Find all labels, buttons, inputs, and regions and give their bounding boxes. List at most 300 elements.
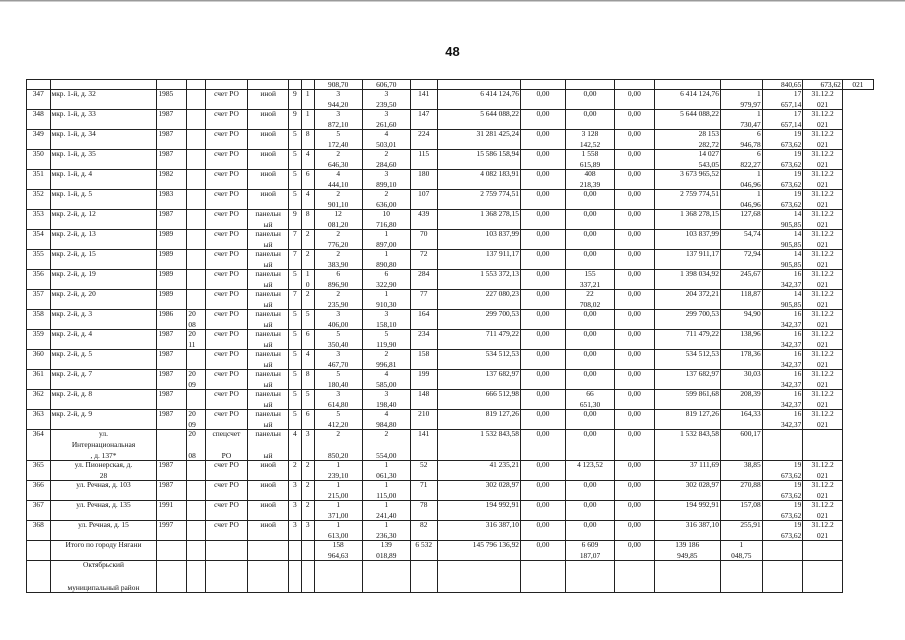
cell: 16 342,37 <box>762 330 803 350</box>
cell: 77 <box>410 290 437 310</box>
section-row <box>27 561 874 593</box>
cell <box>654 561 720 593</box>
cell: 30,03 <box>720 370 762 390</box>
cell: 0,00 <box>565 250 614 270</box>
cell: 16 342,37 <box>762 370 803 390</box>
cell <box>301 561 314 593</box>
cell: мкр. 2-й, д. 20 <box>50 290 157 310</box>
cell: 19 673,62 <box>762 461 803 481</box>
cell: 0,00 <box>615 170 655 190</box>
cell: 2 996,81 <box>362 350 410 370</box>
cell: 1 371,00 <box>314 501 362 521</box>
cell: 368 <box>27 521 51 541</box>
cell: 357 <box>27 290 51 310</box>
table-row <box>27 90 874 110</box>
cell: 255,91 <box>720 521 762 541</box>
cell: 31.12.2 021 <box>803 210 843 230</box>
cell: 1 048,75 <box>720 541 762 561</box>
cell: 19 673,62 <box>762 481 803 501</box>
cell: 199 <box>410 370 437 390</box>
cell: 1 368 278,15 <box>437 210 520 230</box>
cell: 1 532 843,58 <box>654 430 720 461</box>
cell: 6 <box>301 410 314 430</box>
cell: счет РО <box>205 461 248 481</box>
cell: 178,36 <box>720 350 762 370</box>
cell: 7 <box>288 250 301 270</box>
cell: 1 613,00 <box>314 521 362 541</box>
cell <box>27 561 51 593</box>
table-row <box>27 250 874 270</box>
cell <box>187 210 205 230</box>
cell: 4 984,80 <box>362 410 410 430</box>
cell <box>187 461 205 481</box>
cell: мкр. 1-й, д. 33 <box>50 110 157 130</box>
cell: 2 383,90 <box>314 250 362 270</box>
table-row <box>27 230 874 250</box>
cell: 3 872,10 <box>314 110 362 130</box>
cell: ул. Интернациональная , д. 137* <box>50 430 157 461</box>
cell: 14 905,85 <box>762 210 803 230</box>
cell: 606,70 <box>362 80 410 90</box>
cell: 1983 <box>157 190 187 210</box>
cell: 31.12.2 021 <box>803 150 843 170</box>
cell: 3 467,70 <box>314 350 362 370</box>
cell: 0,00 <box>565 370 614 390</box>
cell: 82 <box>410 521 437 541</box>
cell: 2 901,10 <box>314 190 362 210</box>
table-row <box>27 410 874 430</box>
cell: панельн ый <box>248 290 289 310</box>
cell: 1 558 615,89 <box>565 150 614 170</box>
cell: 12 081,20 <box>314 210 362 230</box>
cell: 364 <box>27 430 51 461</box>
cell: 1 <box>301 90 314 110</box>
cell: иной <box>248 461 289 481</box>
table-row <box>27 110 874 130</box>
cell: 204 372,21 <box>654 290 720 310</box>
cell: 439 <box>410 210 437 230</box>
cell: 0,00 <box>521 90 566 110</box>
cell: 3 614,80 <box>314 390 362 410</box>
cell: 3 <box>301 430 314 461</box>
cell: 6 <box>301 330 314 350</box>
cell: иной <box>248 150 289 170</box>
cell: 0,00 <box>521 290 566 310</box>
cell: 118,87 <box>720 290 762 310</box>
cell: 17 657,14 <box>762 110 803 130</box>
cell: 302 028,97 <box>654 481 720 501</box>
table-row <box>27 430 874 461</box>
cell: 0,00 <box>521 310 566 330</box>
cell: счет РО <box>205 210 248 230</box>
cell: 2 <box>288 461 301 481</box>
cell: 31.12.2 021 <box>803 130 843 150</box>
cell: 1 215,00 <box>314 481 362 501</box>
cell <box>187 501 205 521</box>
cell: 6 532 <box>410 541 437 561</box>
cell: ул. Речная, д. 135 <box>50 501 157 521</box>
cell: 0,00 <box>521 210 566 230</box>
cell: 6 896,90 <box>314 270 362 290</box>
cell: 0,00 <box>521 250 566 270</box>
table-row <box>27 310 874 330</box>
cell: 0,00 <box>521 461 566 481</box>
cell: ул. Пионерская, д. 28 <box>50 461 157 481</box>
cell: 5 <box>288 370 301 390</box>
cell: 0,00 <box>521 190 566 210</box>
cell: иной <box>248 521 289 541</box>
table-row <box>27 290 874 310</box>
cell: 38,85 <box>720 461 762 481</box>
cell <box>187 350 205 370</box>
cell: 155 337,21 <box>565 270 614 290</box>
cell: 0,00 <box>615 521 655 541</box>
table-row <box>27 330 874 350</box>
table-row <box>27 350 874 370</box>
cell: 5 <box>288 390 301 410</box>
cell: 316 387,10 <box>654 521 720 541</box>
cell: 5 644 088,22 <box>437 110 520 130</box>
cell: 349 <box>27 130 51 150</box>
cell: 66 651,30 <box>565 390 614 410</box>
cell <box>187 170 205 190</box>
cell: 0,00 <box>521 501 566 521</box>
cell: 7 <box>288 290 301 310</box>
cell: 5 <box>288 350 301 370</box>
cell: 1 115,00 <box>362 481 410 501</box>
cell: 31.12.2 021 <box>803 330 843 350</box>
cell: 20 11 <box>187 330 205 350</box>
cell: 1989 <box>157 230 187 250</box>
cell: 4 <box>301 150 314 170</box>
cell: иной <box>248 190 289 210</box>
cell: 6 414 124,76 <box>437 90 520 110</box>
cell: 0,00 <box>615 210 655 230</box>
cell <box>248 561 289 593</box>
cell: 1989 <box>157 250 187 270</box>
cell <box>762 561 803 593</box>
cell: 103 837,99 <box>654 230 720 250</box>
cell: счет РО <box>205 521 248 541</box>
cell: 0,00 <box>615 350 655 370</box>
cell: 0,00 <box>521 170 566 190</box>
cell: 17 657,14 <box>762 90 803 110</box>
cell: 137 911,17 <box>654 250 720 270</box>
cell: 19 673,62 <box>762 190 803 210</box>
cell <box>157 561 187 593</box>
cell: мкр. 2-й, д. 19 <box>50 270 157 290</box>
cell: 0,00 <box>565 330 614 350</box>
cell: 1 398 034,92 <box>654 270 720 290</box>
cell: 0,00 <box>521 150 566 170</box>
cell: мкр. 2-й, д. 12 <box>50 210 157 230</box>
cell <box>565 561 614 593</box>
cell: иной <box>248 481 289 501</box>
cell: 0,00 <box>615 370 655 390</box>
cell: 1987 <box>157 370 187 390</box>
table-row <box>27 501 874 521</box>
cell: 5 180,40 <box>314 370 362 390</box>
cell <box>187 290 205 310</box>
cell <box>187 481 205 501</box>
cell <box>187 130 205 150</box>
cell <box>157 430 187 461</box>
cell: 5 <box>288 150 301 170</box>
cell: 2 <box>301 461 314 481</box>
cell: 4 <box>288 430 301 461</box>
cell: 1989 <box>157 290 187 310</box>
cell: 0,00 <box>565 521 614 541</box>
cell: 1 730,47 <box>720 110 762 130</box>
cell <box>314 561 362 593</box>
cell: 22 708,02 <box>565 290 614 310</box>
cell: 299 700,53 <box>654 310 720 330</box>
cell: счет РО <box>205 370 248 390</box>
table-row <box>27 270 874 290</box>
cell: 194 992,91 <box>437 501 520 521</box>
cell: 2 <box>301 250 314 270</box>
cell: счет РО <box>205 150 248 170</box>
cell: 2 235,90 <box>314 290 362 310</box>
cell: 20 09 <box>187 370 205 390</box>
cell: 0,00 <box>615 390 655 410</box>
cell: 1987 <box>157 330 187 350</box>
cell: 7 <box>288 230 301 250</box>
cell: мкр. 1-й, д. 32 <box>50 90 157 110</box>
cell: 3 <box>301 521 314 541</box>
cell: 6 414 124,76 <box>654 90 720 110</box>
cell: счет РО <box>205 481 248 501</box>
cell: панельн ый <box>248 370 289 390</box>
cell <box>187 230 205 250</box>
cell: 1 910,30 <box>362 290 410 310</box>
cell: 137 911,17 <box>437 250 520 270</box>
cell: иной <box>248 501 289 521</box>
table-row-continuation <box>27 80 874 90</box>
cell: 0,00 <box>615 230 655 250</box>
cell: 367 <box>27 501 51 521</box>
cell: 15 586 158,94 <box>437 150 520 170</box>
cell: 31.12.2 021 <box>803 501 843 521</box>
cell <box>803 430 843 461</box>
cell: 31.12.2 021 <box>803 481 843 501</box>
cell: 20 09 <box>187 410 205 430</box>
cell: счет РО <box>205 230 248 250</box>
cell: 3 944,20 <box>314 90 362 110</box>
cell: 1989 <box>157 270 187 290</box>
cell: 139 186 949,85 <box>654 541 720 561</box>
cell: 1987 <box>157 130 187 150</box>
cell: 0,00 <box>521 130 566 150</box>
cell: 1987 <box>157 210 187 230</box>
cell: 021 <box>842 80 873 90</box>
cell <box>248 541 289 561</box>
cell: 14 905,85 <box>762 290 803 310</box>
cell <box>157 541 187 561</box>
cell: 355 <box>27 250 51 270</box>
cell: мкр. 1-й, д. 34 <box>50 130 157 150</box>
cell: 5 <box>301 310 314 330</box>
cell: 37 111,69 <box>654 461 720 481</box>
cell: 6 946,78 <box>720 130 762 150</box>
cell: 0,00 <box>565 210 614 230</box>
cell: 3 <box>288 501 301 521</box>
cell: счет РО <box>205 270 248 290</box>
cell: 0,00 <box>615 250 655 270</box>
cell: 31.12.2 021 <box>803 110 843 130</box>
cell: 1987 <box>157 150 187 170</box>
cell: 5 <box>288 130 301 150</box>
cell: 0,00 <box>521 430 566 461</box>
cell: 1 368 278,15 <box>654 210 720 230</box>
cell: 16 342,37 <box>762 270 803 290</box>
cell: 31 281 425,24 <box>437 130 520 150</box>
cell: 5 <box>288 190 301 210</box>
cell: 20 08 <box>187 430 205 461</box>
cell: 141 <box>410 90 437 110</box>
cell: иной <box>248 170 289 190</box>
cell: панельн ый <box>248 330 289 350</box>
cell: панельн ый <box>248 390 289 410</box>
table-body <box>27 80 874 593</box>
cell: 16 342,37 <box>762 410 803 430</box>
cell: 6 609 187,07 <box>565 541 614 561</box>
cell <box>288 541 301 561</box>
cell: 0,00 <box>615 501 655 521</box>
cell: 1 532 843,58 <box>437 430 520 461</box>
cell: 5 <box>301 390 314 410</box>
cell: 0,00 <box>615 310 655 330</box>
cell: 0,00 <box>615 290 655 310</box>
cell: 31.12.2 021 <box>803 370 843 390</box>
cell <box>187 250 205 270</box>
cell <box>762 430 803 461</box>
cell: 599 861,68 <box>654 390 720 410</box>
cell: 1991 <box>157 501 187 521</box>
cell: 360 <box>27 350 51 370</box>
cell: 54,74 <box>720 230 762 250</box>
cell: 9 <box>288 210 301 230</box>
cell: 711 479,22 <box>437 330 520 350</box>
cell: 3 <box>288 521 301 541</box>
cell: 107 <box>410 190 437 210</box>
cell: панельн ый <box>248 430 289 461</box>
cell: 139 018,89 <box>362 541 410 561</box>
cell: мкр. 2-й, д. 13 <box>50 230 157 250</box>
cell: 2 <box>301 290 314 310</box>
table-row <box>27 481 874 501</box>
cell: 0,00 <box>521 390 566 410</box>
cell: панельн ый <box>248 350 289 370</box>
cell: мкр. 2-й, д. 5 <box>50 350 157 370</box>
cell: 5 <box>288 410 301 430</box>
cell: 19 673,62 <box>762 150 803 170</box>
cell: 4 082 183,91 <box>437 170 520 190</box>
cell: 31.12.2 021 <box>803 461 843 481</box>
cell: 1987 <box>157 461 187 481</box>
cell: 208,39 <box>720 390 762 410</box>
cell: 0,00 <box>615 110 655 130</box>
cell: 52 <box>410 461 437 481</box>
cell: счет РО <box>205 250 248 270</box>
cell <box>288 561 301 593</box>
cell: 366 <box>27 481 51 501</box>
cell: 14 905,85 <box>762 230 803 250</box>
cell: 3 158,10 <box>362 310 410 330</box>
cell: 0,00 <box>565 230 614 250</box>
cell: панельн ый <box>248 210 289 230</box>
cell: 5 119,90 <box>362 330 410 350</box>
cell: 1 241,40 <box>362 501 410 521</box>
cell: 0,00 <box>521 410 566 430</box>
cell <box>187 561 205 593</box>
table-row <box>27 461 874 481</box>
cell: 14 905,85 <box>762 250 803 270</box>
scan-edge <box>0 0 905 10</box>
cell: 19 673,62 <box>762 501 803 521</box>
cell: 16 342,37 <box>762 310 803 330</box>
cell: 245,67 <box>720 270 762 290</box>
cell: 2 850,20 <box>314 430 362 461</box>
cell <box>187 110 205 130</box>
cell <box>720 561 762 593</box>
cell: мкр. 2-й, д. 9 <box>50 410 157 430</box>
cell: 0,00 <box>615 130 655 150</box>
cell: 19 673,62 <box>762 521 803 541</box>
cell: 6 322,90 <box>362 270 410 290</box>
cell <box>187 270 205 290</box>
cell: 148 <box>410 390 437 410</box>
cell <box>187 541 205 561</box>
cell: 0,00 <box>565 310 614 330</box>
cell: 94,90 <box>720 310 762 330</box>
cell <box>205 561 248 593</box>
cell: 4 <box>301 350 314 370</box>
cell: 145 796 136,92 <box>437 541 520 561</box>
cell: 31.12.2 021 <box>803 390 843 410</box>
cell <box>187 190 205 210</box>
cell: счет РО <box>205 310 248 330</box>
cell: 354 <box>27 230 51 250</box>
cell: 194 992,91 <box>654 501 720 521</box>
cell: 348 <box>27 110 51 130</box>
cell: мкр. 2-й, д. 7 <box>50 370 157 390</box>
cell: 31.12.2 021 <box>803 290 843 310</box>
cell: 8 <box>301 130 314 150</box>
cell: 2 636,00 <box>362 190 410 210</box>
cell: 0,00 <box>521 350 566 370</box>
cell: 9 <box>288 110 301 130</box>
cell: 350 <box>27 150 51 170</box>
cell: 20 08 <box>187 310 205 330</box>
cell: Октябрьский муниципальный район <box>50 561 157 593</box>
cell: 5 <box>288 310 301 330</box>
cell: 356 <box>27 270 51 290</box>
cell: 0,00 <box>565 110 614 130</box>
cell: 5 172,40 <box>314 130 362 150</box>
cell: 353 <box>27 210 51 230</box>
cell: 5 <box>288 170 301 190</box>
cell: 137 682,97 <box>437 370 520 390</box>
cell: 316 387,10 <box>437 521 520 541</box>
cell: 6 <box>301 170 314 190</box>
cell <box>187 521 205 541</box>
cell: панельн ый <box>248 250 289 270</box>
cell: 72 <box>410 250 437 270</box>
cell: Итого по городу Нягани <box>50 541 157 561</box>
cell: 158 964,63 <box>314 541 362 561</box>
cell: 227 080,23 <box>437 290 520 310</box>
